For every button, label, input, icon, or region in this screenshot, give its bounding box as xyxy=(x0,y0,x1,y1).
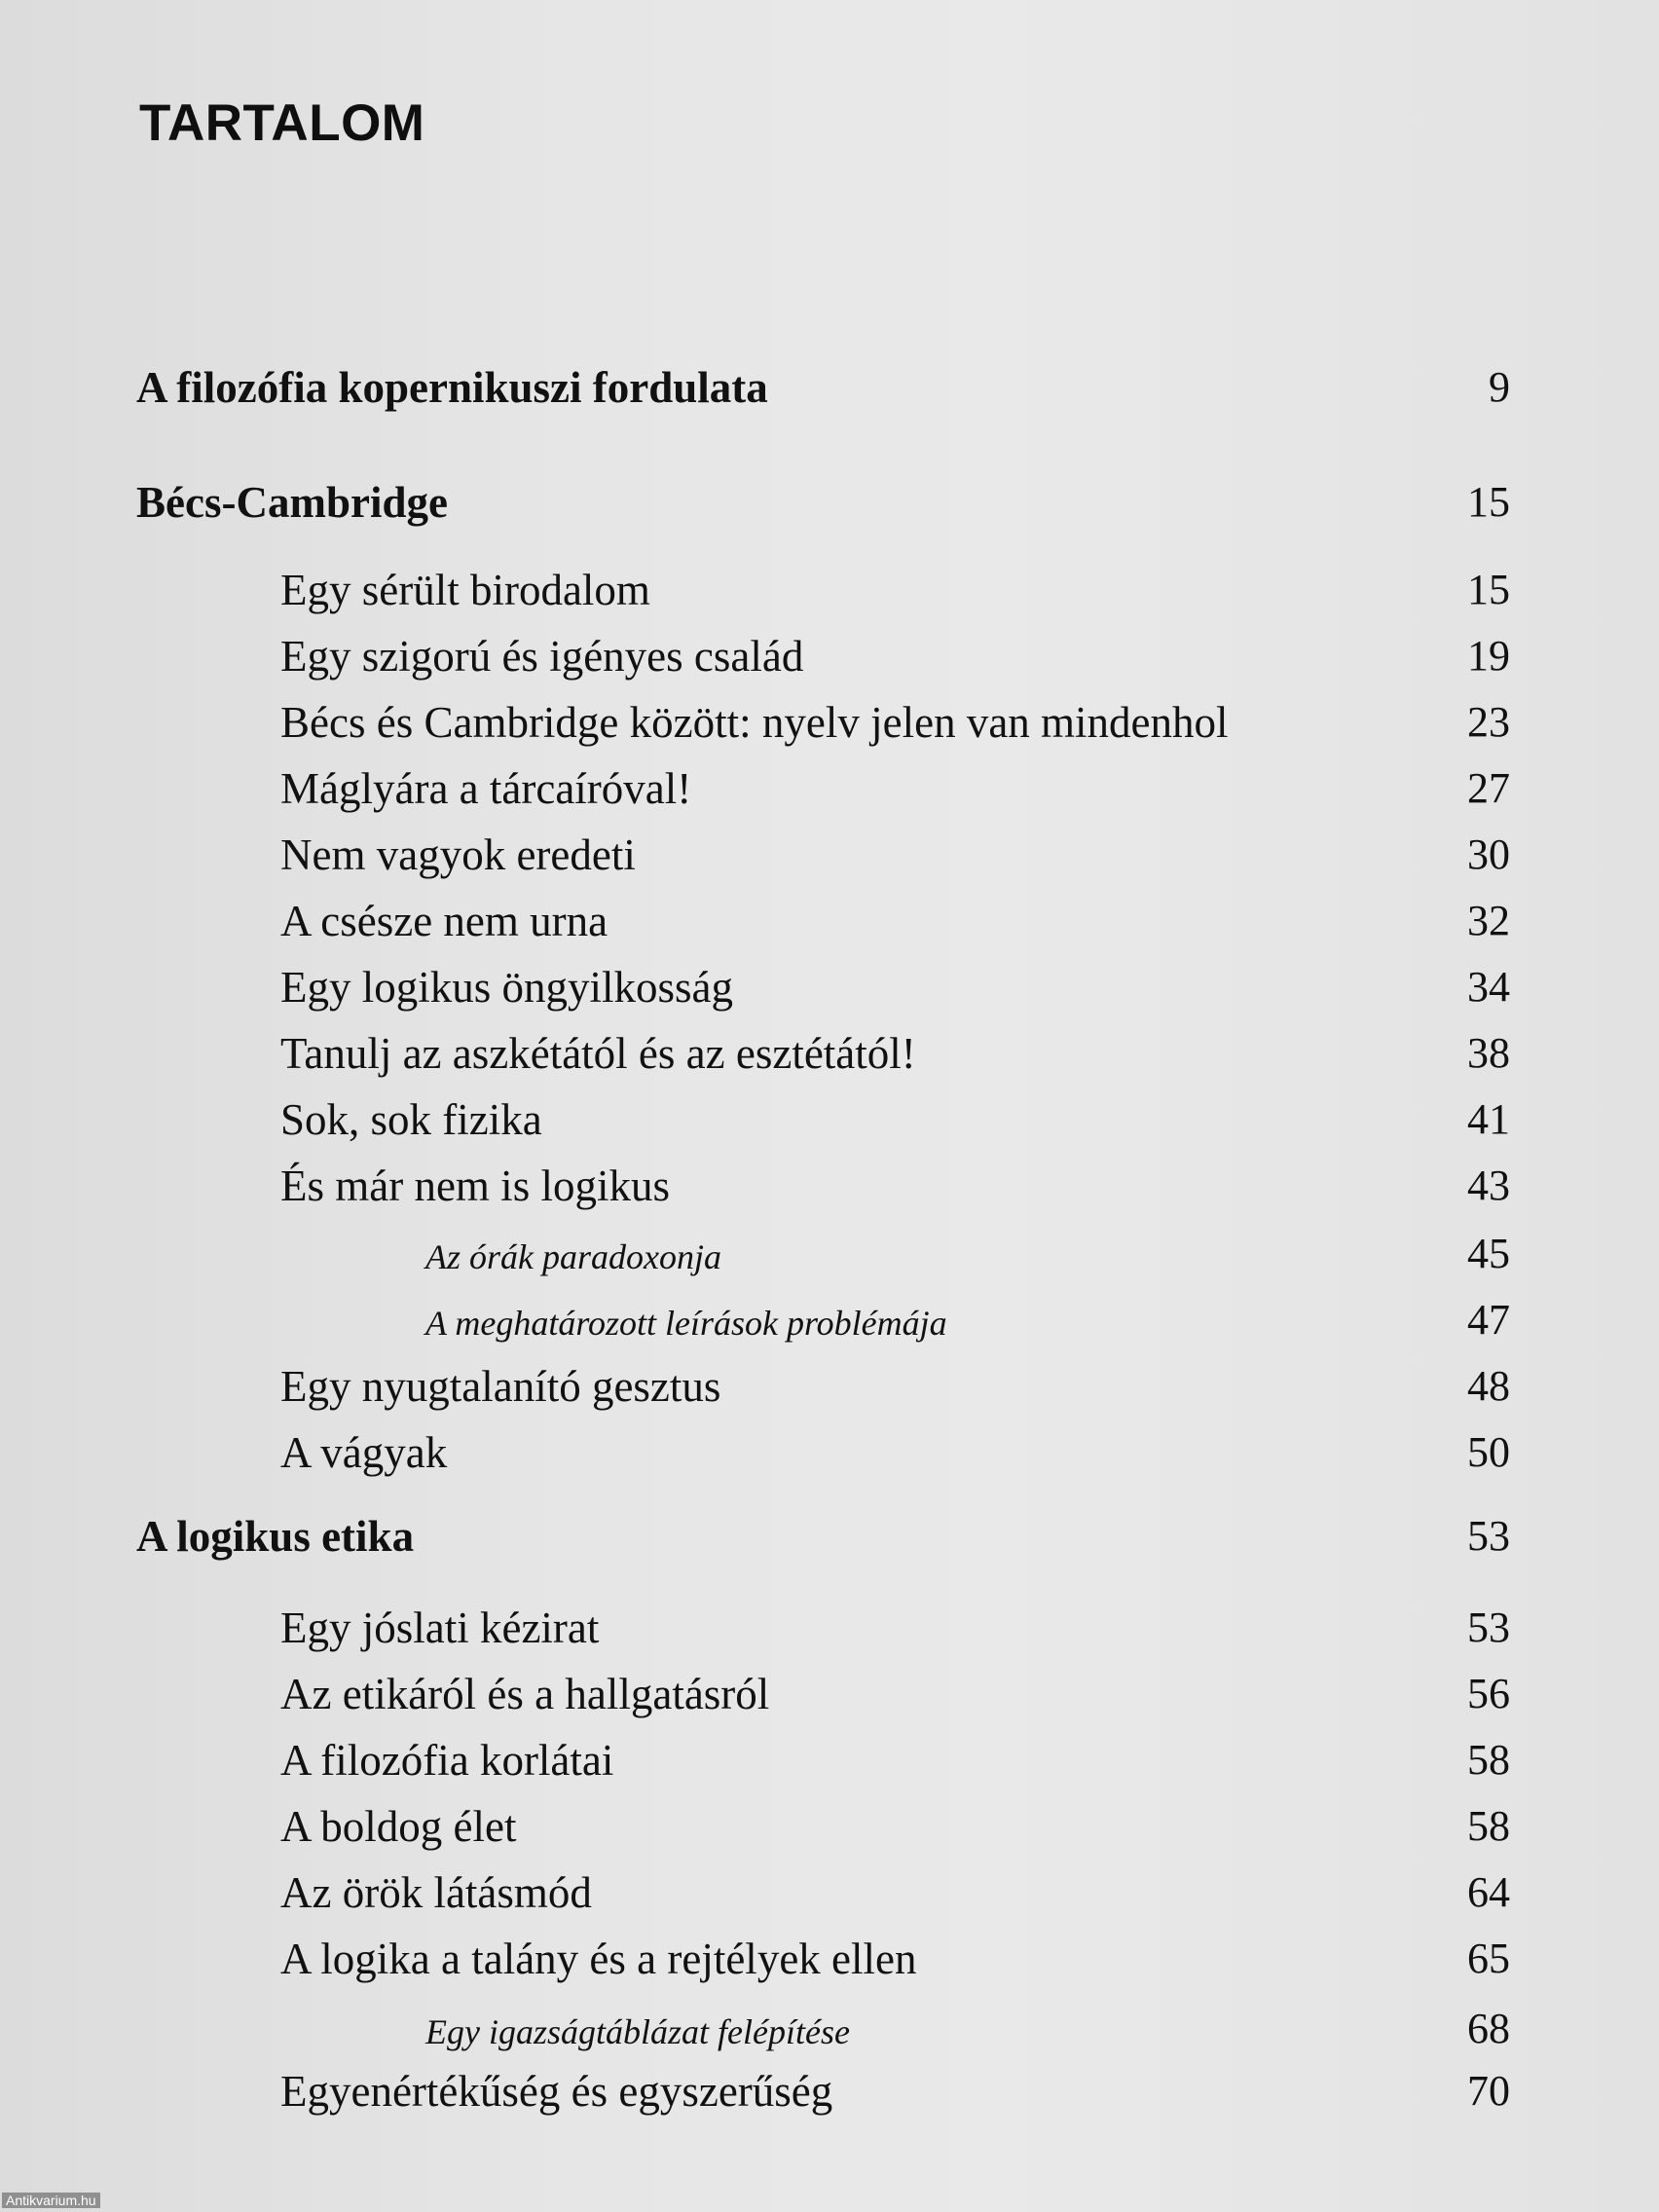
toc-entry-page: 30 xyxy=(1467,830,1510,878)
toc-entry-title: Az etikáról és a hallgatásról xyxy=(280,1670,770,1718)
toc-section-row xyxy=(0,1801,1659,1860)
toc-entry-title: A logika a talány és a rejtélyek ellen xyxy=(280,1935,917,1983)
toc-entry-title: Egy logikus öngyilkosság xyxy=(280,963,734,1012)
toc-entry-page: 9 xyxy=(1489,363,1510,411)
toc-chapter-row xyxy=(0,362,1659,421)
toc-entry-page: 38 xyxy=(1467,1029,1510,1077)
toc-entry-page: 50 xyxy=(1467,1428,1510,1476)
site-watermark: Antikvarium.hu xyxy=(2,2193,100,2208)
toc-section-row xyxy=(0,565,1659,623)
toc-section-row xyxy=(0,1028,1659,1087)
toc-entry-title: Egy jóslati kézirat xyxy=(280,1604,600,1652)
toc-section-row xyxy=(0,830,1659,888)
toc-entry-page: 47 xyxy=(1467,1296,1510,1344)
toc-entry-page: 58 xyxy=(1467,1802,1510,1850)
toc-entry-page: 32 xyxy=(1467,897,1510,944)
toc-entry-title: A csésze nem urna xyxy=(280,897,608,945)
toc-entry-page: 19 xyxy=(1467,632,1510,680)
toc-subsection-row xyxy=(0,1229,1659,1287)
toc-entry-page: 53 xyxy=(1467,1512,1510,1560)
toc-entry-page: 56 xyxy=(1467,1670,1510,1717)
toc-section-row xyxy=(0,1427,1659,1486)
toc-section-row xyxy=(0,1361,1659,1419)
toc-entry-title: És már nem is logikus xyxy=(280,1161,670,1210)
toc-entry-page: 70 xyxy=(1467,2067,1510,2115)
toc-entry-title: Egy igazságtáblázat felépítése xyxy=(425,2012,850,2051)
toc-entry-page: 68 xyxy=(1467,2005,1510,2052)
toc-section-row xyxy=(0,1094,1659,1153)
toc-chapter-row xyxy=(0,1511,1659,1569)
toc-entry-title: A filozófia korlátai xyxy=(280,1736,614,1785)
toc-entry-title: Egy sérült birodalom xyxy=(280,566,650,614)
toc-heading: TARTALOM xyxy=(139,94,425,152)
toc-entry-title: A boldog élet xyxy=(280,1802,517,1851)
toc-entry-title: Nem vagyok eredeti xyxy=(280,830,636,879)
toc-section-row xyxy=(0,896,1659,954)
toc-entry-page: 45 xyxy=(1467,1230,1510,1277)
toc-entry-title: A filozófia kopernikuszi fordulata xyxy=(136,363,768,412)
toc-section-row xyxy=(0,1867,1659,1926)
toc-entry-page: 48 xyxy=(1467,1362,1510,1410)
toc-entry-page: 27 xyxy=(1467,764,1510,812)
toc-section-row xyxy=(0,962,1659,1020)
toc-entry-page: 41 xyxy=(1467,1095,1510,1143)
toc-section-row xyxy=(0,1161,1659,1219)
toc-section-row xyxy=(0,763,1659,822)
toc-section-row xyxy=(0,631,1659,689)
toc-entry-page: 23 xyxy=(1467,698,1510,746)
toc-entry-title: Az örök látásmód xyxy=(280,1868,592,1917)
toc-section-row xyxy=(0,1735,1659,1793)
toc-entry-title: A logikus etika xyxy=(136,1512,415,1561)
toc-entry-title: Az órák paradoxonja xyxy=(425,1237,721,1276)
toc-entry-page: 15 xyxy=(1467,566,1510,613)
toc-entry-title: Egy nyugtalanító gesztus xyxy=(280,1362,721,1411)
toc-entry-page: 53 xyxy=(1467,1604,1510,1651)
toc-entry-title: Egy szigorú és igényes család xyxy=(280,632,804,681)
toc-subsection-row xyxy=(0,1295,1659,1353)
toc-subsection-row xyxy=(0,2004,1659,2062)
toc-section-row xyxy=(0,1603,1659,1661)
toc-entry-page: 34 xyxy=(1467,963,1510,1011)
toc-entry-title: Egyenértékűség és egyszerűség xyxy=(280,2067,833,2116)
toc-entry-page: 64 xyxy=(1467,1868,1510,1916)
toc-entry-title: Tanulj az aszkétától és az esztétától! xyxy=(280,1029,916,1078)
toc-entry-title: A meghatározott leírások problémája xyxy=(425,1304,947,1343)
toc-entry-title: Sok, sok fizika xyxy=(280,1095,542,1144)
toc-entry-page: 43 xyxy=(1467,1161,1510,1209)
toc-entry-page: 15 xyxy=(1467,478,1510,526)
toc-entry-title: Máglyára a tárcaíróval! xyxy=(280,764,692,813)
toc-entry-title: Bécs és Cambridge között: nyelv jelen van mindenhol xyxy=(280,698,1229,747)
toc-section-row xyxy=(0,697,1659,756)
toc-section-row xyxy=(0,2066,1659,2124)
toc-entry-page: 58 xyxy=(1467,1736,1510,1784)
toc-chapter-row xyxy=(0,477,1659,535)
toc-section-row xyxy=(0,1669,1659,1727)
toc-entry-page: 65 xyxy=(1467,1935,1510,1982)
toc-entry-title: A vágyak xyxy=(280,1428,448,1477)
toc-section-row xyxy=(0,1934,1659,1992)
toc-entry-title: Bécs-Cambridge xyxy=(136,478,448,527)
